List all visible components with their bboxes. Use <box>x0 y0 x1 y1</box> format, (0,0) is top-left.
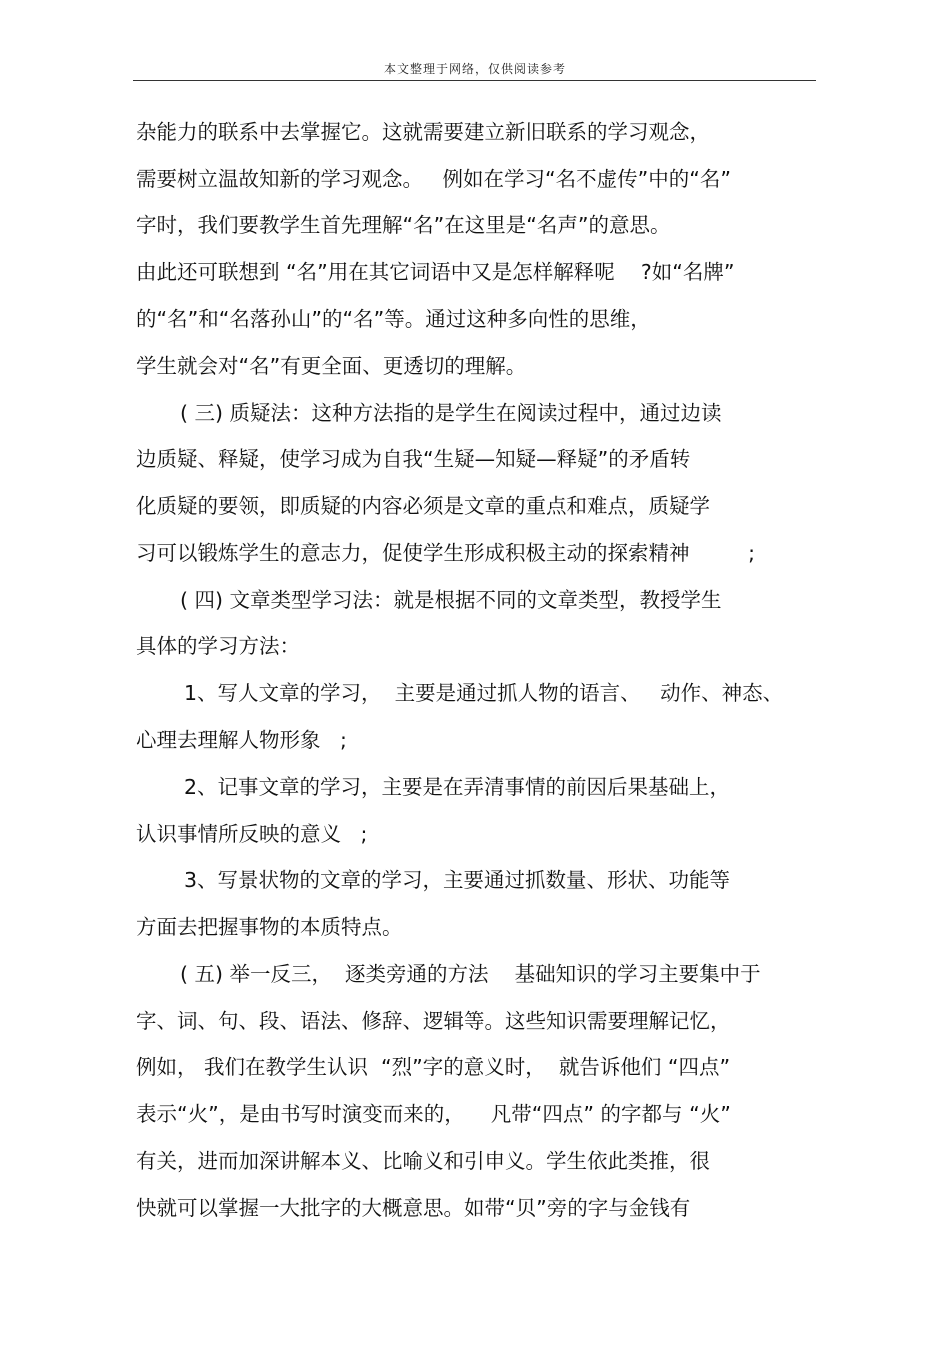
text-line: 字时，我们要教学生首先理解“名”在这里是“名声”的意思。 <box>136 213 671 237</box>
section-heading-5: ( 五) 举一反三， 逐类旁通的方法 基础知识的学习主要集中于 <box>180 962 761 986</box>
text-line: 习可以锻炼学生的意志力，促使学生形成积极主动的探索精神 ; <box>136 541 756 565</box>
list-item-1: 1、写人文章的学习， 主要是通过抓人物的语言、 动作、神态、 <box>184 681 784 705</box>
text-line: 快就可以掌握一大批字的大概意思。如带“贝”旁的字与金钱有 <box>136 1196 691 1220</box>
text-line: 的“名”和“名落孙山”的“名”等。通过这种多向性的思维， <box>136 307 651 331</box>
section-heading-3: ( 三) 质疑法：这种方法指的是学生在阅读过程中，通过边读 <box>180 401 722 425</box>
text-line: 方面去把握事物的本质特点。 <box>136 915 403 939</box>
text-line: 化质疑的要领，即质疑的内容必须是文章的重点和难点，质疑学 <box>136 494 710 518</box>
list-item-2: 2、记事文章的学习，主要是在弄清事情的前因后果基础上， <box>184 775 731 799</box>
page-header: 本文整理于网络，仅供阅读参考 <box>383 62 566 76</box>
text-line: 表示“火”，是由书写时演变而来的， 凡带“四点” 的字都与 “火” <box>136 1102 731 1126</box>
header-divider <box>133 80 816 81</box>
text-line: 边质疑、释疑，使学习成为自我“生疑—知疑—释疑”的矛盾转 <box>136 447 691 471</box>
text-line: 需要树立温故知新的学习观念。 例如在学习“名不虚传”中的“名” <box>136 167 732 191</box>
text-line: 字、词、句、段、语法、修辞、逻辑等。这些知识需要理解记忆， <box>136 1009 731 1033</box>
text-line: 有关，进而加深讲解本义、比喻义和引申义。学生依此类推，很 <box>136 1149 710 1173</box>
text-line: 认识事情所反映的意义 ; <box>136 822 368 846</box>
text-line: 具体的学习方法： <box>136 634 300 658</box>
text-line: 心理去理解人物形象 ; <box>136 728 347 752</box>
list-item-3: 3、写景状物的文章的学习，主要通过抓数量、形状、功能等 <box>184 868 731 892</box>
text-line: 由此还可联想到 “名”用在其它词语中又是怎样解释呢 ?如“名牌” <box>136 260 735 284</box>
text-line: 例如， 我们在教学生认识 “烈”字的意义时， 就告诉他们 “四点” <box>136 1055 731 1079</box>
text-line: 杂能力的联系中去掌握它。这就需要建立新旧联系的学习观念， <box>136 120 710 144</box>
text-line: 学生就会对“名”有更全面、更透切的理解。 <box>136 354 527 378</box>
section-heading-4: ( 四) 文章类型学习法：就是根据不同的文章类型，教授学生 <box>180 588 722 612</box>
